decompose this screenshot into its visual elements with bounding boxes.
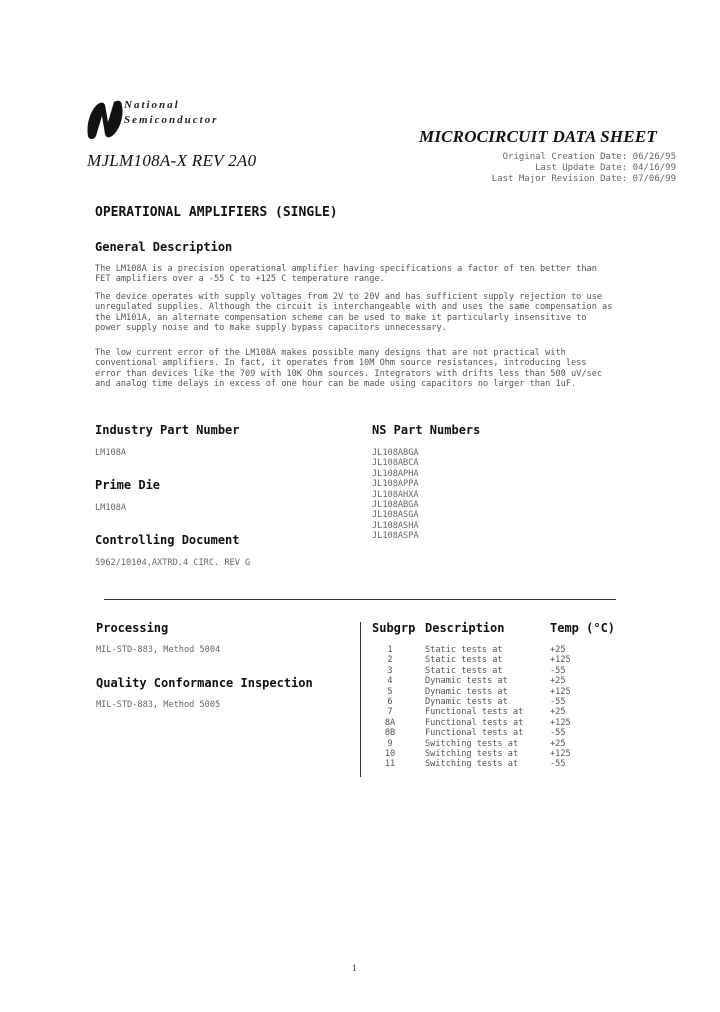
prime-die-value: LM108A	[95, 503, 127, 513]
subgroup-number: 10	[384, 748, 396, 759]
subgroup-temperature: +25	[550, 676, 566, 687]
subgroup-number: 2	[387, 655, 393, 666]
subgroup-temperature: -55	[550, 759, 566, 770]
general-description-paragraph-3: The low current error of the LM108A makes possible many designs that are not practical with conventional amplifiers. In fact, it operates from 10M Ohm source resistances, introducing less error than devices like the 709 with 10K Ohm sources. Integrators with drifts less than 500 uV/sec and analog time delays in excess of one hour can be made using capacitors no larger than 1uF.	[95, 348, 603, 390]
table-row	[372, 645, 610, 655]
ns-part-number: JL108ASHA	[372, 520, 419, 531]
subgroup-description: Dynamic tests at	[425, 676, 508, 687]
subgroup-temperature: +25	[550, 645, 566, 655]
document-id: MJLM108A-X REV 2A0	[87, 151, 257, 170]
subgroup-number: 9	[387, 738, 393, 749]
subgroup-temperature: +25	[550, 738, 566, 749]
subgroup-temperature: +25	[550, 707, 566, 718]
subgroup-description: Switching tests at	[425, 759, 519, 770]
subgroup-description: Switching tests at	[425, 738, 519, 749]
ns-part-number: JL108APPA	[372, 479, 419, 490]
table-row	[372, 759, 610, 769]
page-number: 1	[352, 963, 357, 973]
table-row	[372, 739, 610, 749]
subgroup-number: 5	[387, 686, 393, 697]
last-update-date: Last Update Date: 04/16/99	[535, 163, 676, 173]
subgroup-number: 8B	[384, 728, 396, 739]
ns-part-number: JL108ABGA	[372, 448, 419, 458]
subgroup-temperature: +125	[550, 748, 571, 759]
ns-part-numbers-heading: NS Part Numbers	[372, 423, 481, 437]
subgroup-description: Functional tests at	[425, 717, 524, 728]
subgroup-number: 7	[387, 707, 393, 718]
subgroup-description: Static tests at	[425, 665, 503, 676]
subgroup-description: Switching tests at	[425, 748, 519, 759]
table-row	[372, 687, 610, 697]
last-major-revision-date: Last Major Revision Date: 07/06/99	[491, 174, 676, 184]
subgroup-table	[372, 645, 610, 770]
subgroup-temperature: -55	[550, 665, 566, 676]
subgroup-number: 1	[387, 645, 393, 655]
ns-part-number: JL108AHXA	[372, 489, 419, 500]
prime-die-heading: Prime Die	[95, 478, 161, 492]
table-row	[372, 655, 610, 665]
subgroup-description: Dynamic tests at	[425, 686, 508, 697]
table-row	[372, 728, 610, 738]
ns-part-number: JL108APHA	[372, 468, 419, 479]
main-title: OPERATIONAL AMPLIFIERS (SINGLE)	[95, 205, 338, 220]
quality-conformance-value: MIL-STD-883, Method 5005	[96, 700, 221, 710]
ns-part-number: JL108ABGA	[372, 500, 419, 511]
subgroup-temperature: +125	[550, 686, 571, 697]
general-description-paragraph-1: The LM108A is a precision operational amplifier having specifications a factor of ten better than FET amplifiers over a -55 C to +125 C temperature range.	[95, 264, 597, 285]
subgroup-description: Static tests at	[425, 655, 503, 666]
column-divider	[360, 622, 361, 777]
original-creation-date: Original Creation Date: 06/26/95	[502, 152, 676, 162]
ns-part-number: JL108ASPA	[372, 531, 419, 542]
table-row	[372, 707, 610, 717]
industry-part-number-heading: Industry Part Number	[95, 423, 240, 437]
section-divider	[104, 599, 616, 600]
ns-part-number: JL108ASGA	[372, 510, 419, 521]
subgroup-number: 8A	[384, 717, 396, 728]
ns-part-number: JL108ABCA	[372, 458, 419, 469]
logo-wordmark-national: National	[124, 99, 180, 111]
controlling-document-heading: Controlling Document	[95, 533, 240, 547]
table-row	[372, 666, 610, 676]
table-row	[372, 749, 610, 759]
subgroup-description: Dynamic tests at	[425, 696, 508, 707]
description-column-header: Description	[425, 621, 505, 635]
subgroup-number: 3	[387, 665, 393, 676]
subgroup-temperature: -55	[550, 696, 566, 707]
subgroup-number: 4	[387, 676, 393, 687]
processing-heading: Processing	[96, 621, 169, 635]
general-description-heading: General Description	[95, 240, 233, 254]
general-description-paragraph-2: The device operates with supply voltages from 2V to 20V and has sufficient supply rejection to use unregulated supplies. Although the circuit is interchangeable with and uses the same compensation as the LM101A, an alternate compensation scheme can be used to make it particularly insensitive to power supply noise and to make supply bypass capacitors unnecessary.	[95, 292, 613, 334]
ns-part-numbers-list	[372, 448, 419, 542]
sheet-title: MICROCIRCUIT DATA SHEET	[419, 127, 657, 146]
quality-conformance-heading: Quality Conformance Inspection	[96, 676, 313, 690]
table-row	[372, 718, 610, 728]
subgroup-description: Static tests at	[425, 645, 503, 655]
processing-value: MIL-STD-883, Method 5004	[96, 645, 221, 655]
industry-part-number-value: LM108A	[95, 448, 127, 458]
table-row	[372, 676, 610, 686]
subgroup-number: 11	[384, 759, 396, 770]
controlling-document-value: 5962/10104,AXTRD.4 CIRC. REV G	[95, 558, 251, 568]
subgroup-column-header: Subgrp	[372, 621, 416, 635]
subgroup-temperature: +125	[550, 655, 571, 666]
logo-wordmark-semiconductor: Semiconductor	[124, 114, 219, 126]
subgroup-number: 6	[387, 696, 393, 707]
subgroup-temperature: -55	[550, 728, 566, 739]
subgroup-description: Functional tests at	[425, 728, 524, 739]
subgroup-temperature: +125	[550, 717, 571, 728]
subgroup-description: Functional tests at	[425, 707, 524, 718]
table-row	[372, 697, 610, 707]
temperature-column-header: Temp (°C)	[550, 621, 616, 635]
